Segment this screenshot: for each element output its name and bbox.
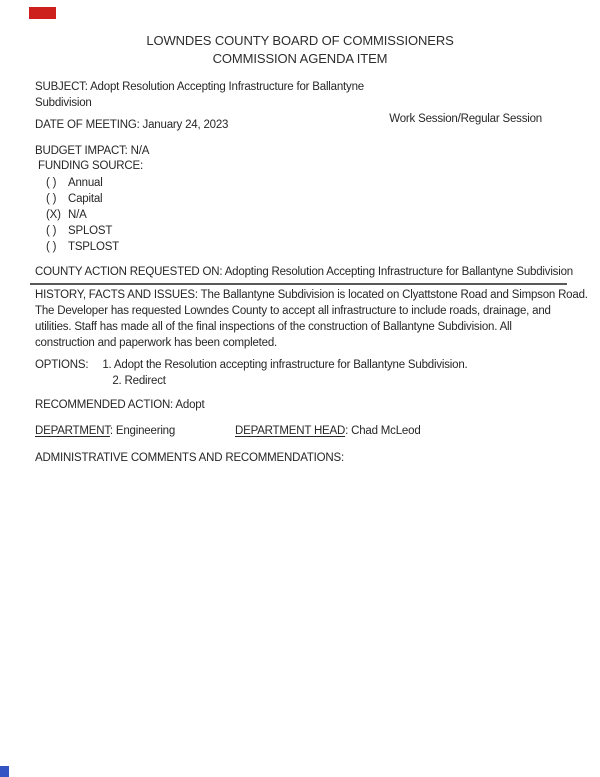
- history-line-1: HISTORY, FACTS AND ISSUES: The Ballantyne Subdivision is located on Clyattstone Road and Simpson Road.: [35, 289, 588, 301]
- funding-option-label: Capital: [68, 193, 103, 205]
- title-line-1: LOWNDES COUNTY BOARD OF COMMISSIONERS: [146, 33, 454, 48]
- options-label: OPTIONS:: [35, 359, 89, 371]
- options-items: [102, 357, 467, 389]
- budget-impact: BUDGET IMPACT: N/A: [35, 145, 150, 157]
- funding-option-tsplost: [46, 239, 119, 255]
- funding-option-label: Annual: [68, 177, 103, 189]
- option-1: 1. Adopt the Resolution accepting infrastructure for Ballantyne Subdivision.: [102, 359, 468, 371]
- recommended-action: RECOMMENDED ACTION: Adopt: [35, 399, 205, 411]
- funding-option-label: SPLOST: [68, 225, 113, 237]
- administrative-comments: ADMINISTRATIVE COMMENTS AND RECOMMENDATIONS:: [35, 452, 344, 464]
- title-line-2: COMMISSION AGENDA ITEM: [212, 50, 388, 66]
- checkbox-na-checked: (X): [46, 209, 61, 221]
- funding-option-label: N/A: [68, 209, 87, 221]
- department-group: [35, 425, 175, 437]
- funding-option-capital: [46, 191, 119, 207]
- department-head-label: DEPARTMENT HEAD: [235, 425, 346, 437]
- funding-option-label: TSPLOST: [68, 241, 120, 253]
- history-line-4: construction and paperwork has been completed.: [35, 337, 278, 349]
- subject-line-2: Subdivision: [35, 97, 92, 109]
- document-title: [0, 32, 600, 67]
- checkbox-splost: ( ): [46, 225, 57, 237]
- department-head-value: Chad McLeod: [351, 425, 421, 437]
- funding-source-list: [46, 175, 119, 255]
- date-of-meeting: DATE OF MEETING: January 24, 2023: [35, 119, 229, 131]
- history-facts-issues: [35, 287, 588, 351]
- checkbox-capital: ( ): [46, 193, 57, 205]
- options-section: [35, 357, 468, 389]
- history-line-3: utilities. Staff has made all of the final inspections of the construction of Ballantyne Subdivision. All: [35, 321, 512, 333]
- funding-option-splost: [46, 223, 119, 239]
- department-head-group: [235, 423, 421, 439]
- checkbox-tsplost: ( ): [46, 241, 57, 253]
- funding-source-label: FUNDING SOURCE:: [38, 160, 143, 172]
- department-head-separator: :: [345, 425, 352, 437]
- subject-line-1: SUBJECT: Adopt Resolution Accepting Infrastructure for Ballantyne: [35, 81, 364, 93]
- checkbox-annual: ( ): [46, 177, 57, 189]
- history-line-2: The Developer has requested Lowndes County to accept all infrastructure to include roads, drainage, and: [35, 305, 551, 317]
- option-2: 2. Redirect: [112, 375, 166, 387]
- county-action-requested: COUNTY ACTION REQUESTED ON: Adopting Resolution Accepting Infrastructure for Ballantyne Subdivision: [35, 266, 573, 278]
- subject-section: [35, 79, 395, 111]
- department-label: DEPARTMENT: [35, 425, 110, 437]
- department-separator: :: [109, 425, 116, 437]
- session-type: Work Session/Regular Session: [389, 113, 542, 125]
- horizontal-divider: [30, 283, 567, 285]
- red-redaction-box: [29, 7, 56, 19]
- department-row: [35, 423, 565, 439]
- blue-corner-mark: [0, 766, 9, 777]
- funding-option-annual: [46, 175, 119, 191]
- department-value: Engineering: [115, 425, 176, 437]
- funding-option-na: [46, 207, 119, 223]
